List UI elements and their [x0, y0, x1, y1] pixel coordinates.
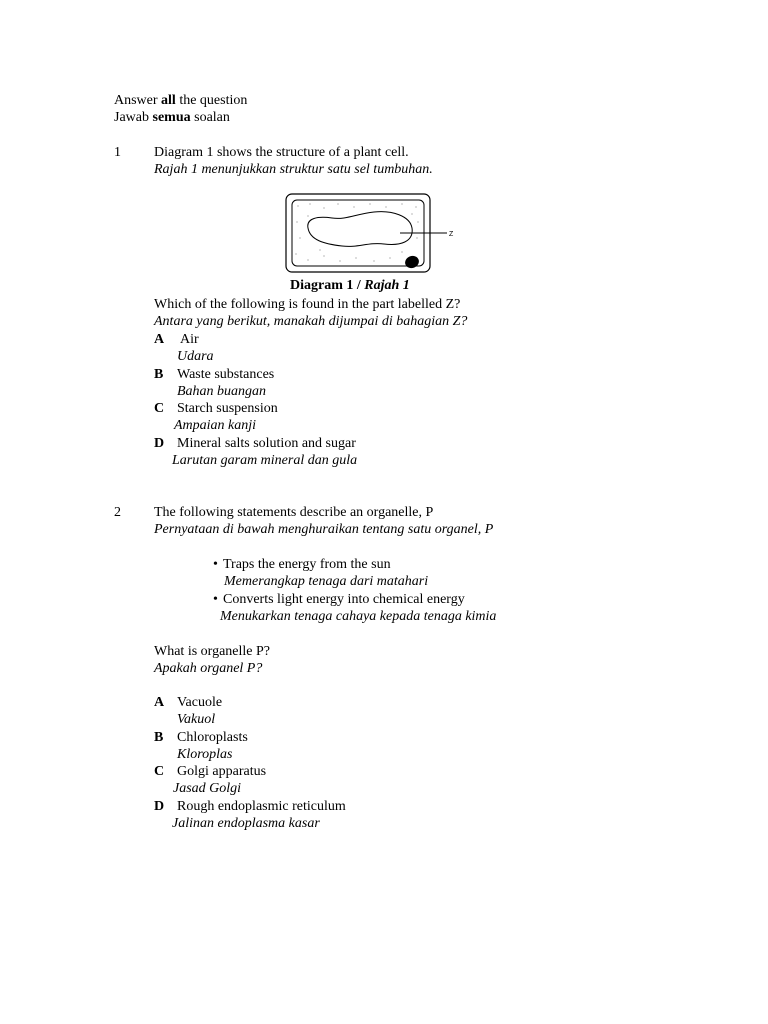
q1-number: 1 [114, 145, 121, 160]
q2-option-d-letter: D [154, 799, 165, 814]
q1-option-c-letter: C [154, 401, 165, 416]
q1-option-a-ms: Udara [177, 349, 214, 364]
q2-option-b-ms: Kloroplas [177, 747, 233, 762]
q2-stem-ms: Pernyataan di bawah menghuraikan tentang satu organel, P [154, 522, 494, 537]
q2-bullet-1-en: • Traps the energy from the sun [213, 557, 391, 572]
q2-option-d-en: Rough endoplasmic reticulum [177, 799, 346, 814]
q2-number: 2 [114, 505, 121, 520]
q2-option-a-ms: Vakuol [177, 712, 216, 727]
q1-diagram-caption: Diagram 1 / Rajah 1 [290, 278, 410, 293]
q2-question-en: What is organelle P? [154, 644, 270, 659]
label-z: Z [449, 231, 454, 238]
q2-option-b-letter: B [154, 730, 164, 745]
q1-option-c-en: Starch suspension [177, 401, 278, 416]
q2-option-c-en: Golgi apparatus [177, 764, 267, 779]
q1-option-a-letter: A [154, 332, 165, 347]
q2-option-b-en: Chloroplasts [177, 730, 248, 745]
q1-option-d-en: Mineral salts solution and sugar [177, 436, 356, 451]
q2-option-a-letter: A [154, 695, 165, 710]
q1-option-c-ms: Ampaian kanji [174, 418, 257, 433]
q2-bullet-2-ms: Menukarkan tenaga cahaya kepada tenaga kimia [220, 609, 497, 624]
q2-stem-en: The following statements describe an organelle, P [154, 505, 434, 520]
q1-stem-ms: Rajah 1 menunjukkan struktur satu sel tumbuhan. [154, 162, 433, 177]
q1-question-ms: Antara yang berikut, manakah dijumpai di bahagian Z? [154, 314, 468, 329]
q1-option-d-letter: D [154, 436, 165, 451]
plant-cell-diagram [284, 192, 464, 276]
q1-stem-en: Diagram 1 shows the structure of a plant cell. [154, 145, 409, 160]
q2-option-c-letter: C [154, 764, 165, 779]
q2-question-ms: Apakah organel P? [154, 661, 263, 676]
q2-bullet-1-ms: Memerangkap tenaga dari matahari [224, 574, 429, 589]
instruction-ms: Jawab semua soalan [114, 110, 230, 125]
q1-option-d-ms: Larutan garam mineral dan gula [172, 453, 358, 468]
q1-option-b-ms: Bahan buangan [177, 384, 267, 399]
q1-question-en: Which of the following is found in the part labelled Z? [154, 297, 461, 312]
bullet-icon: • [213, 557, 218, 572]
vacuole [308, 212, 412, 247]
q1-option-b-en: Waste substances [177, 367, 275, 382]
instruction-en: Answer all the question [114, 93, 248, 108]
q1-option-a-en: Air [180, 332, 199, 347]
q2-option-c-ms: Jasad Golgi [173, 781, 242, 796]
q1-option-b-letter: B [154, 367, 164, 382]
q2-option-d-ms: Jalinan endoplasma kasar [172, 816, 320, 831]
q2-option-a-en: Vacuole [177, 695, 223, 710]
q2-bullet-2-en: • Converts light energy into chemical energy [213, 592, 465, 607]
bullet-icon: • [213, 592, 218, 607]
